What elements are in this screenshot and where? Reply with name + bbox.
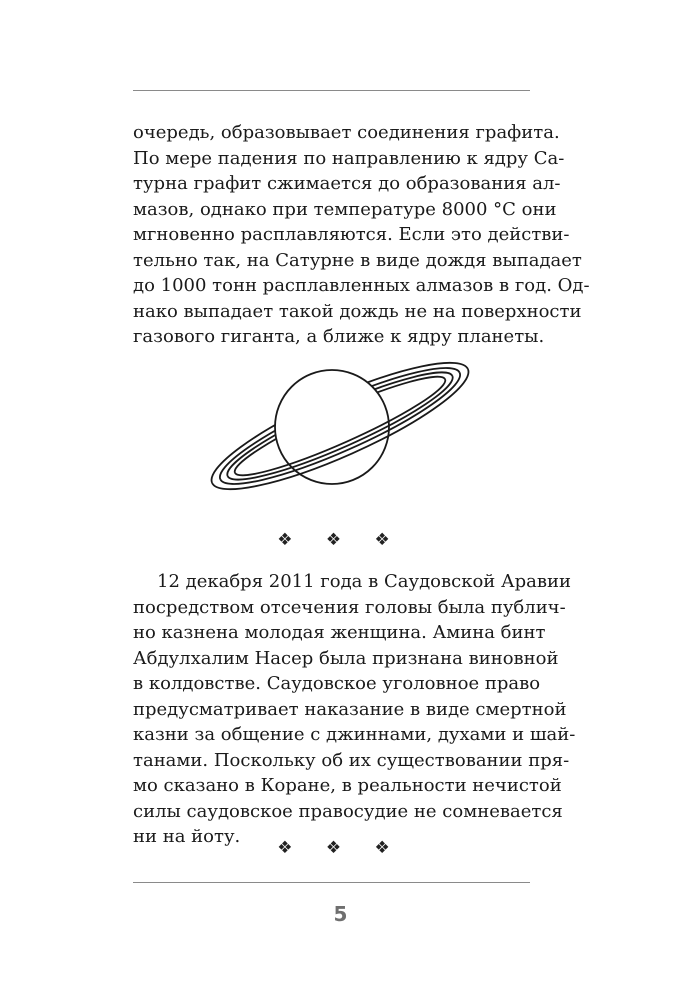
header-rule (133, 90, 530, 91)
text-line: очередь, образовывает соединения графита. (133, 122, 560, 143)
footer-rule (133, 882, 530, 883)
paragraph-saturn-diamonds (133, 120, 590, 350)
text-line: ни на йоту. (133, 826, 241, 847)
paragraph-saudi-execution (133, 569, 576, 850)
text-line: посредством отсечения головы была публич- (133, 596, 566, 618)
text-line: мгновенно расплавляются. Если это действи- (133, 224, 570, 245)
text-line: мо сказано в Коране, в реальности нечистой (133, 775, 562, 796)
text-line: но казнена молодая женщина. Амина бинт (133, 622, 546, 643)
text-line: предусматривает наказание в виде смертной (133, 698, 567, 720)
saturn-icon (195, 352, 485, 500)
text-line: в колдовстве. Саудовское уголовное право (133, 673, 541, 694)
page-number: 5 (333, 902, 348, 926)
text-line: Абдулхалим Насер была признана виновной (133, 647, 559, 669)
text-line: нако выпадает такой дождь не на поверхности (133, 300, 582, 322)
text-line: 12 декабря 2011 года в Саудовской Аравии (157, 571, 572, 592)
text-line: танами. Поскольку об их существовании пря- (133, 749, 570, 771)
text-line: до 1000 тонн расплавленных алмазов в год. Од- (133, 275, 590, 296)
section-separator: ❖ ❖ ❖ (277, 530, 404, 550)
text-line: силы саудовское правосудие не сомневается (133, 800, 563, 822)
text-line: По мере падения по направлению к ядру Са- (133, 147, 565, 169)
section-separator: ❖ ❖ ❖ (277, 838, 404, 858)
text-line: казни за общение с джиннами, духами и шай- (133, 724, 576, 745)
text-line: газового гиганта, а ближе к ядру планеты. (133, 326, 545, 347)
text-line: тельно так, на Сатурне в виде дождя выпадает (133, 249, 582, 271)
text-line: турна графит сжимается до образования ал- (133, 173, 561, 194)
text-line: мазов, однако при температуре 8000 °С они (133, 198, 557, 220)
